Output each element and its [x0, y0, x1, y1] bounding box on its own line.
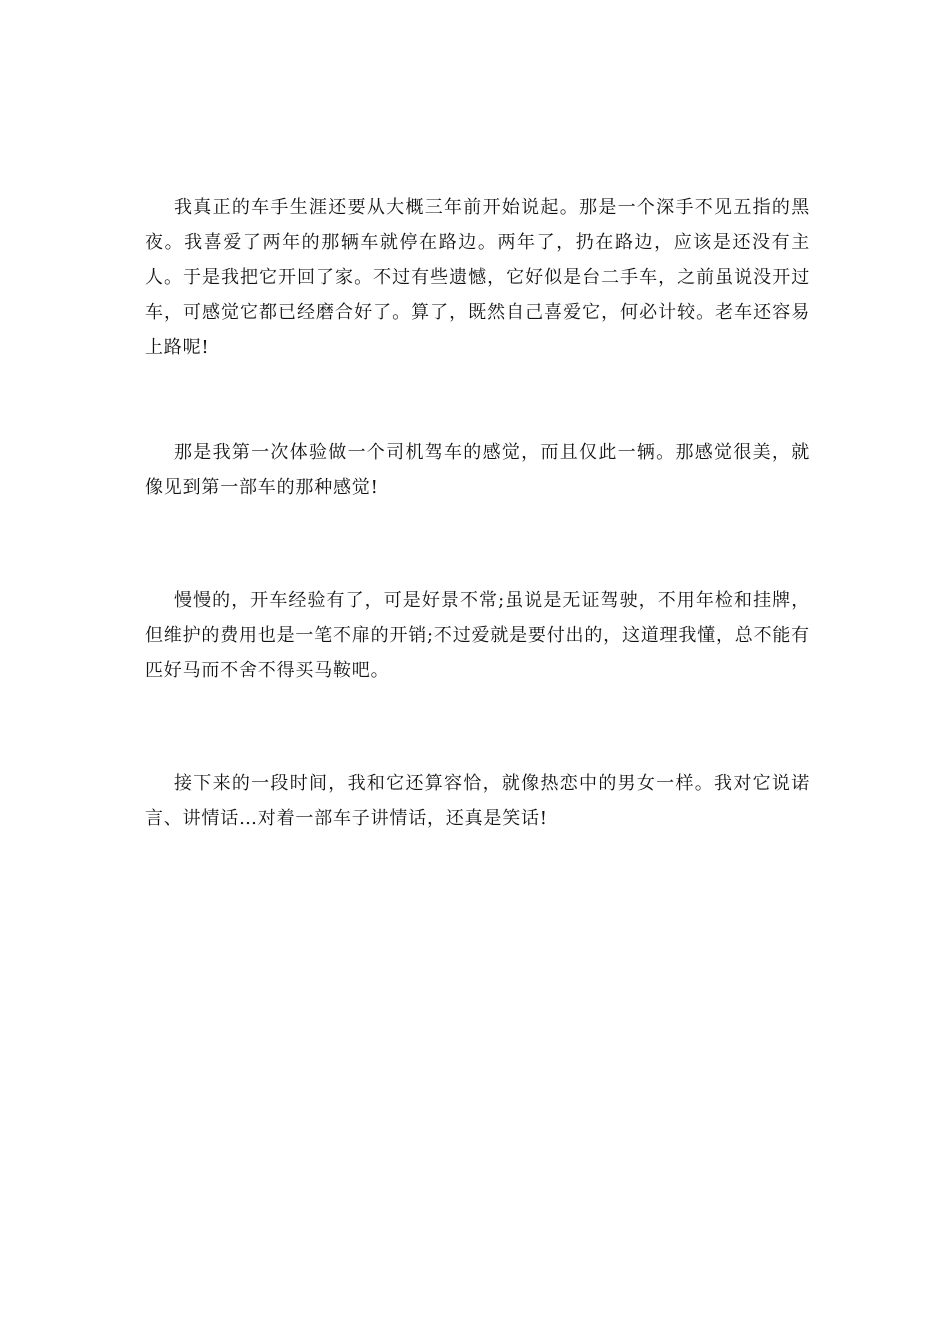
document-body [145, 190, 810, 836]
paragraph-3: 慢慢的，开车经验有了，可是好景不常;虽说是无证驾驶，不用年检和挂牌，但维护的费用也是一笔不扉的开销;不过爱就是要付出的，这道理我懂，总不能有匹好马而不舍不得买马鞍吧。 [145, 590, 810, 681]
paragraph-1: 我真正的车手生涯还要从大概三年前开始说起。那是一个深手不见五指的黑夜。我喜爱了两年的那辆车就停在路边。两年了，扔在路边，应该是还没有主人。于是我把它开回了家。不过有些遗憾，它好似是台二手车，之前虽说没开过车，可感觉它都已经磨合好了。算了，既然自己喜爱它，何必计较。老车还容易上路呢! [145, 197, 810, 358]
paragraph-2: 那是我第一次体验做一个司机驾车的感觉，而且仅此一辆。那感觉很美，就像见到第一部车的那种感觉! [145, 442, 810, 498]
paragraph-4: 接下来的一段时间，我和它还算容恰，就像热恋中的男女一样。我对它说诺言、讲情话…对着一部车子讲情话，还真是笑话! [145, 773, 810, 829]
